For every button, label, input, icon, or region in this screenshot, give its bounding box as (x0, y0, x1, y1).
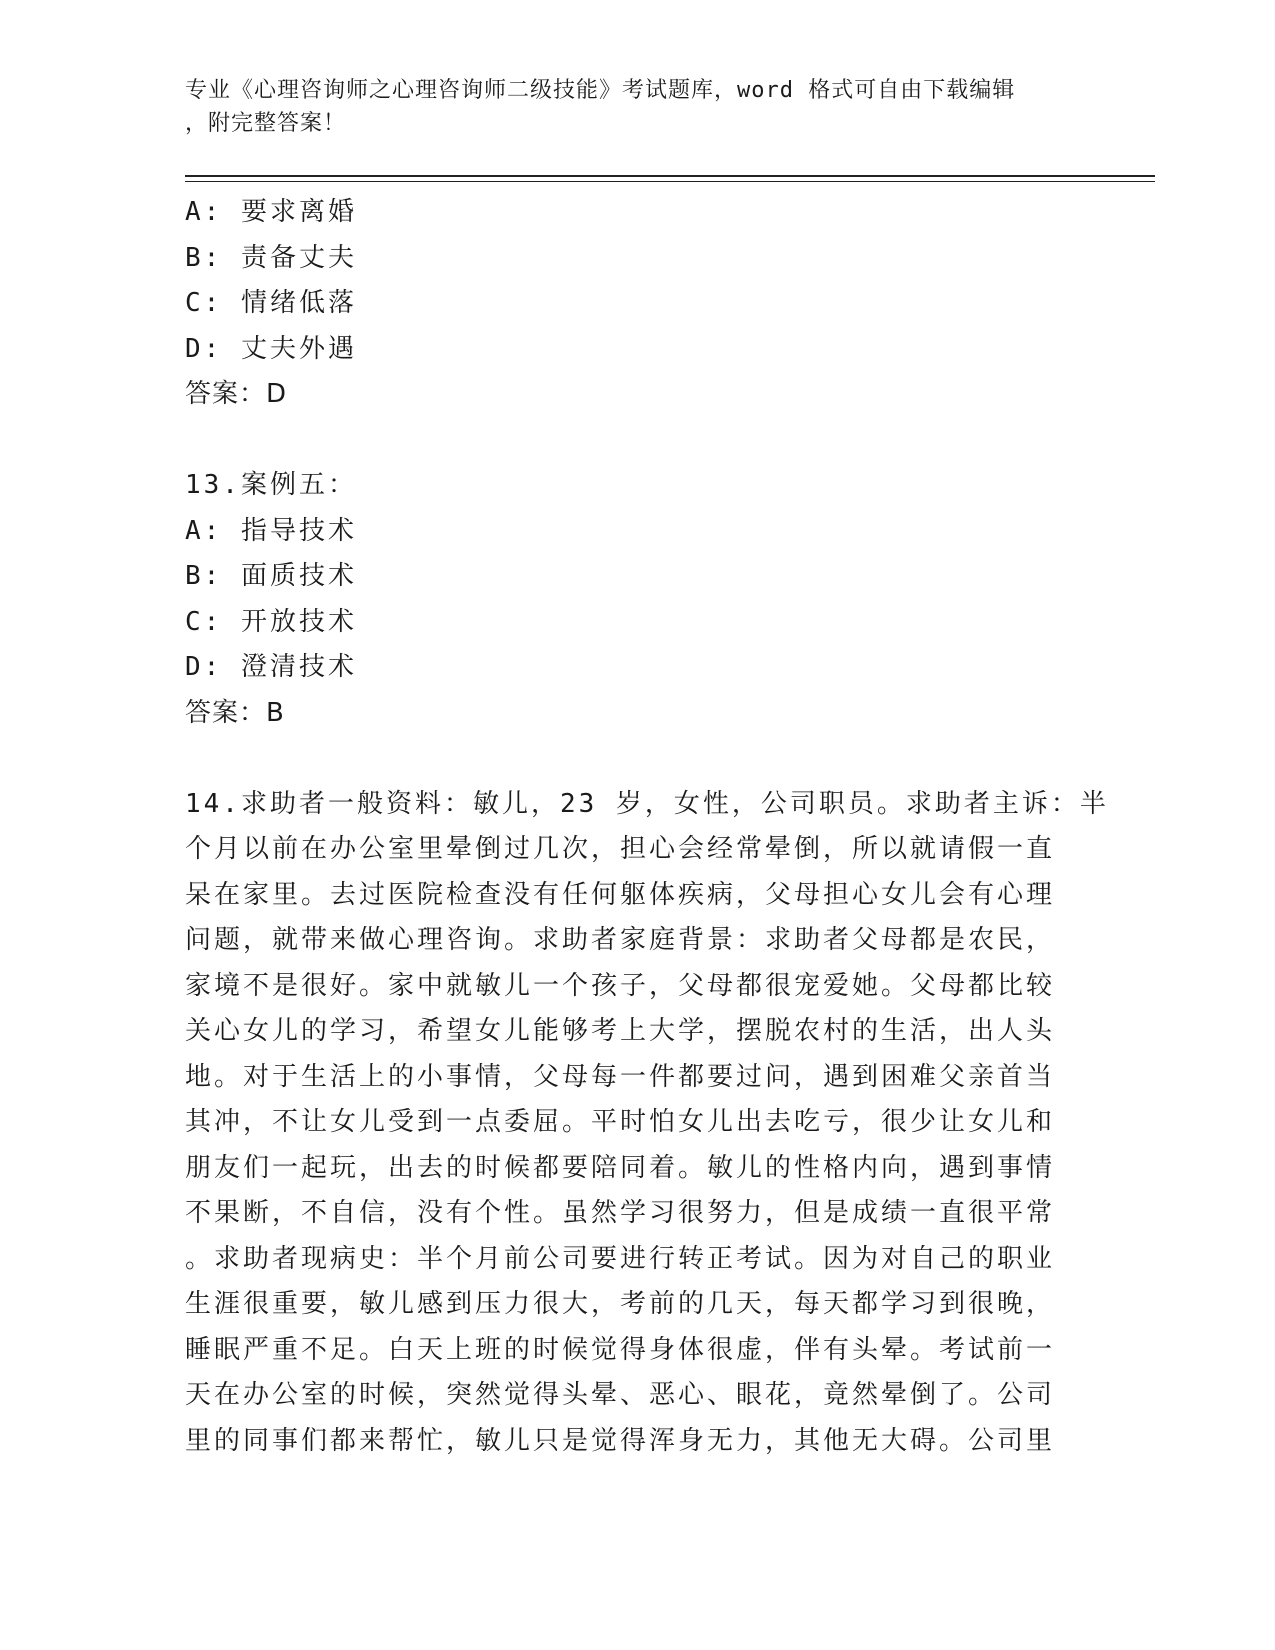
q13-option-c: C: 开放技术 (185, 606, 357, 637)
q12-option-a: A: 要求离婚 (185, 197, 357, 227)
q14-line: 其冲，不让女儿受到一点委屈。平时怕女儿出去吃亏，很少让女儿和 (185, 1107, 1056, 1137)
q14-line: 14.求助者一般资料：敏儿，23 岁，女性，公司职员。求助者主诉：半 (185, 788, 1109, 819)
q14-line: 家境不是很好。家中就敏儿一个孩子，父母都很宠爱她。父母都比较 (185, 970, 1056, 1001)
q13-answer: 答案：B (185, 697, 285, 728)
q14-line: 呆在家里。去过医院检查没有任何躯体疾病，父母担心女儿会有心理 (185, 879, 1056, 910)
q14-line: 天在办公室的时候，突然觉得头晕、恶心、眼花，竟然晕倒了。公司 (185, 1380, 1056, 1410)
q13-title: 13.案例五： (185, 470, 357, 500)
header-divider (185, 175, 1155, 177)
q14-line: 里的同事们都来帮忙，敏儿只是觉得浑身无力，其他无大碍。公司里 (185, 1425, 1056, 1456)
q13-option-a: A: 指导技术 (185, 515, 357, 546)
header-divider-thin (185, 181, 1155, 182)
header-line: 专业《心理咨询师之心理咨询师二级技能》考试题库，word 格式可自由下载编辑 (185, 78, 1016, 103)
q14-line: 睡眠严重不足。白天上班的时候觉得身体很虚，伴有头晕。考试前一 (185, 1334, 1056, 1365)
q14-line: 关心女儿的学习，希望女儿能够考上大学，摆脱农村的生活，出人头 (185, 1016, 1056, 1046)
q13-option-b: B: 面质技术 (185, 561, 357, 591)
q14-line: 问题，就带来做心理咨询。求助者家庭背景：求助者父母都是农民， (185, 925, 1056, 955)
q12-answer: 答案：D (185, 379, 288, 409)
spacer (185, 736, 1085, 782)
q14-line: 。求助者现病史：半个月前公司要进行转正考试。因为对自己的职业 (185, 1243, 1056, 1274)
q13-option-d: D: 澄清技术 (185, 652, 357, 682)
header-line: ，附完整答案！ (185, 111, 347, 136)
q12-option-c: C: 情绪低落 (185, 288, 357, 318)
q14-line: 个月以前在办公室里晕倒过几次，担心会经常晕倒，所以就请假一直 (185, 834, 1056, 864)
spacer (185, 418, 1085, 464)
q12-option-d: D: 丈夫外遇 (185, 333, 357, 364)
q14-line: 不果断，不自信，没有个性。虽然学习很努力，但是成绩一直很平常 (185, 1198, 1056, 1228)
q14-line: 生涯很重要，敏儿感到压力很大，考前的几天，每天都学习到很晚， (185, 1289, 1056, 1319)
q14-line: 地。对于生活上的小事情，父母每一件都要过问，遇到困难父亲首当 (185, 1061, 1056, 1092)
document-header (185, 74, 1065, 140)
question-content (185, 190, 1109, 1464)
q14-line: 朋友们一起玩，出去的时候都要陪同着。敏儿的性格内向，遇到事情 (185, 1152, 1056, 1183)
q12-option-b: B: 责备丈夫 (185, 242, 357, 273)
